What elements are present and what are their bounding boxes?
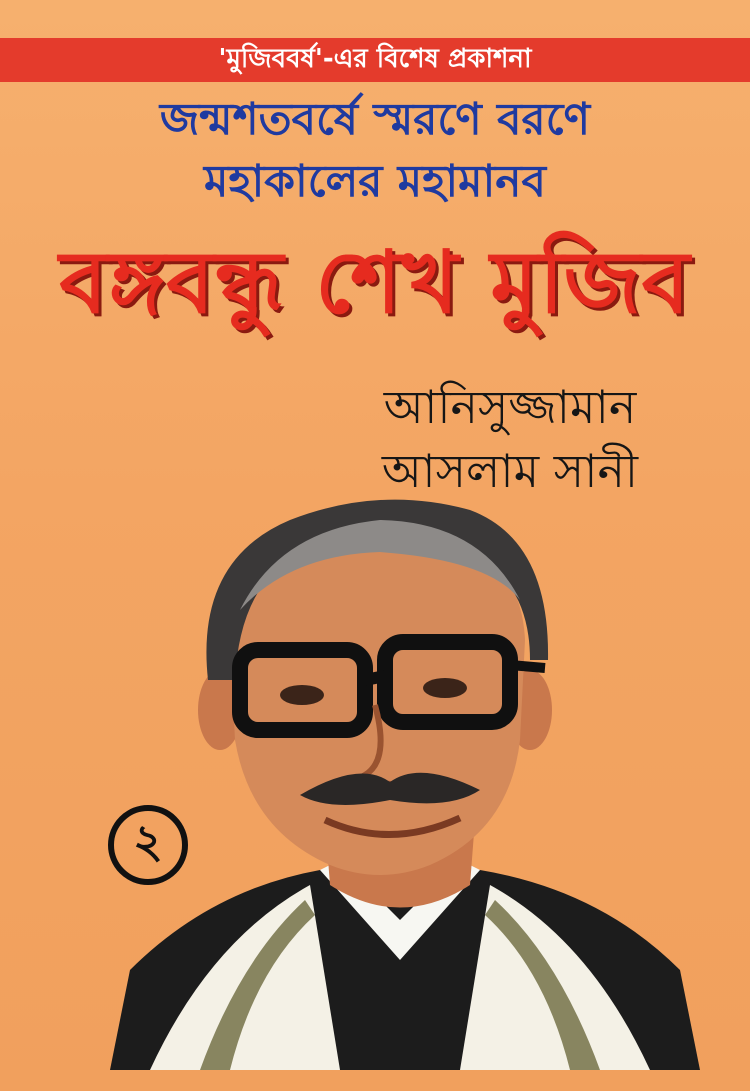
subtitle-line-2: মহাকালের মহামানব — [203, 156, 547, 207]
book-title: বঙ্গবন্ধু শেখ মুজিব — [59, 233, 691, 333]
author-1: আনিসুজ্জামান — [383, 380, 637, 434]
portrait-photo-icon — [90, 490, 710, 1070]
volume-number: ২ — [133, 814, 163, 868]
publication-banner — [0, 38, 750, 82]
subtitle-line-1: জন্মশতবর্ষে স্মরণে বরণে — [159, 94, 591, 145]
banner-text: 'মুজিববর্ষ'-এর বিশেষ প্রকাশনা — [218, 44, 532, 74]
author-2: আসলাম সানী — [381, 444, 639, 498]
volume-circle-icon — [108, 805, 188, 885]
